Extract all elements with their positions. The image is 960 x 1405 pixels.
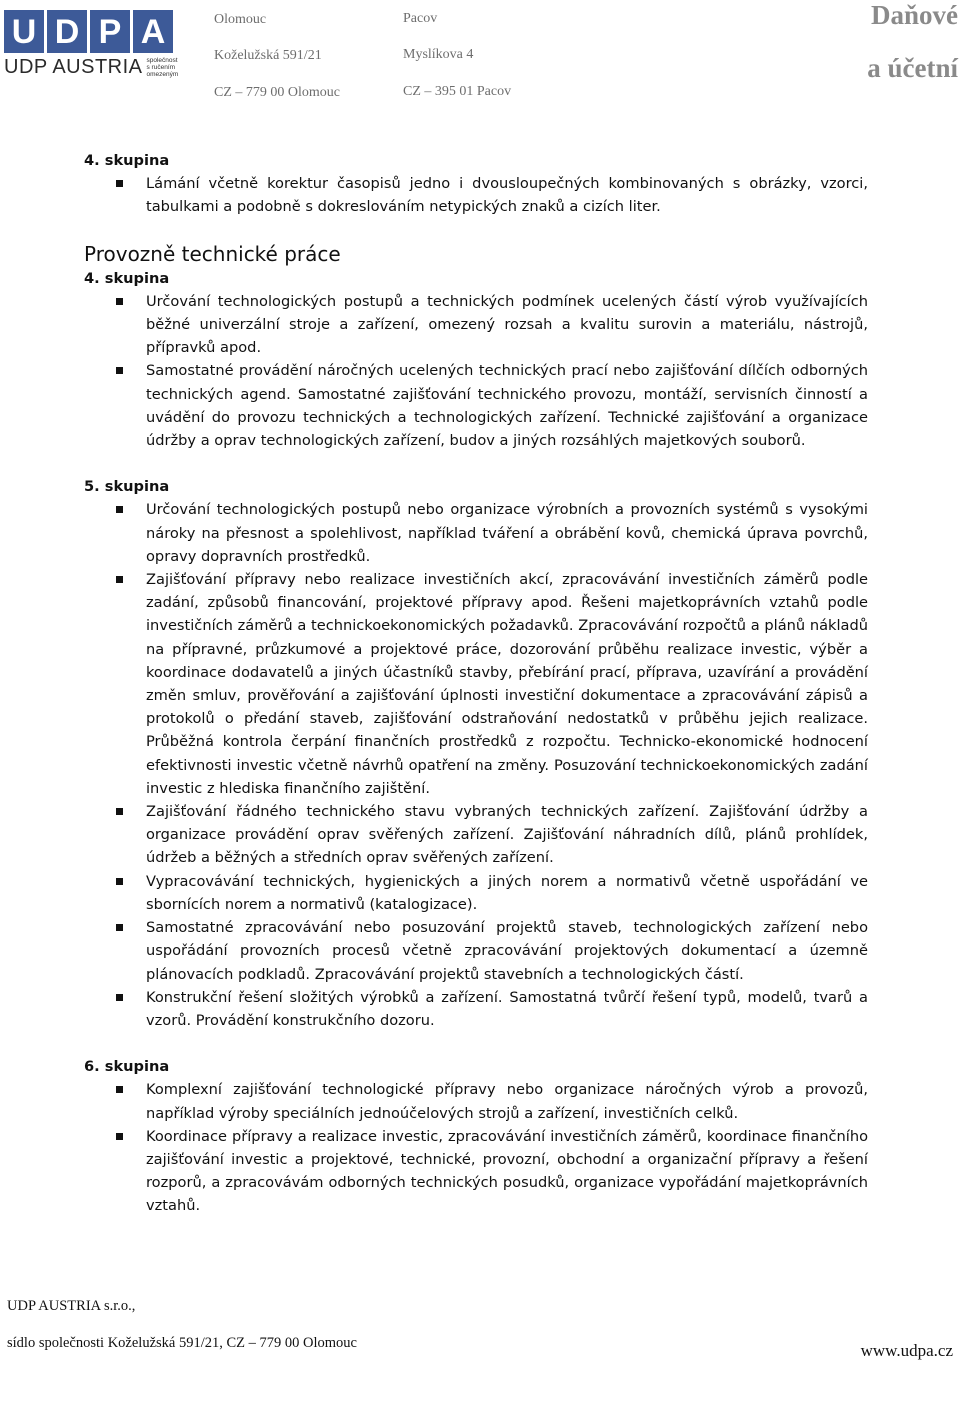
group-heading: 4. skupina xyxy=(84,152,170,169)
list-item xyxy=(84,290,868,360)
group-heading: 4. skupina xyxy=(84,269,170,287)
office1-street: Koželužská 591/21 xyxy=(214,48,322,63)
bullet-icon xyxy=(116,878,123,885)
list-item-text: Lámání včetně korektur časopisů jedno i dvousloupečných kombinovaných s obrázky, vzorci, tabulkami a podobně s dokreslováním netypických znaků a cizích liter. xyxy=(146,175,868,216)
list-item-text: Koordinace přípravy a realizace investic, zpracovávání investičních záměrů, koordinace finančního zajišťování investic a projektové, technické, provozní, obchodní a organizační přípravy a řešení rozporů, a zpracovávám odborných technických posudků, organizace vypořádání majetkoprávních vztahů. xyxy=(146,1127,868,1215)
list-item xyxy=(84,800,868,870)
office2-city: Pacov xyxy=(403,11,438,26)
logo-subtitle: společnost s ručením omezeným xyxy=(146,56,179,78)
list-item-text: Určování technologických postupů a technických podmínek ucelených částí výrob využívajících běžné univerzální stroje a zařízení, omezený rozsah a kvalitu surovin a materiálu, nástrojů, přípravků apod. xyxy=(146,292,868,357)
list-item-text: Samostatné zpracovávání nebo posuzování projektů staveb, technologických zařízení nebo uspořádání provozních procesů včetně zpracovávání projektových dokumentací a územně plánovacích podkladů. Zpracovávání projektů stavebních a technologických částí. xyxy=(146,919,868,983)
footer-website-link[interactable]: www.udpa.cz xyxy=(860,1341,953,1360)
bullet-icon xyxy=(116,924,123,931)
list-item xyxy=(84,986,868,1032)
document-body xyxy=(84,149,868,1218)
section-title: Provozně technické práce xyxy=(84,241,341,266)
office1-city: Olomouc xyxy=(214,12,267,27)
list-item-text: Samostatné provádění náročných ucelených technických prací nebo zajišťování dílčích odborných technických agend. Samostatné zajišťování technického provozu, montáží, servisních činností a uvádění do provozu technických a technologických zařízení. Technické zajišťování a organizace údržby a oprav technologických zařízení, budov a jiných rozsáhlých majetkových souborů. xyxy=(146,362,868,450)
group-heading: 5. skupina xyxy=(84,478,170,496)
footer-company: UDP AUSTRIA s.r.o., xyxy=(7,1298,136,1314)
bullet-list xyxy=(84,498,868,1032)
logo-letter: D xyxy=(47,10,87,53)
bullet-icon xyxy=(116,506,123,513)
office1-zip: CZ – 779 00 Olomouc xyxy=(214,85,340,100)
bullet-icon xyxy=(116,1133,123,1140)
logo-text-row xyxy=(4,56,179,78)
brand-line-1: Daňové xyxy=(871,0,958,30)
logo-letter: A xyxy=(133,10,173,53)
logo-letter: P xyxy=(90,10,130,53)
company-logo xyxy=(4,10,179,78)
bullet-icon xyxy=(116,808,123,815)
bullet-list xyxy=(84,172,868,218)
list-item-text: Určování technologických postupů nebo organizace výrobních a provozních systémů s vysokými nároky na přesnost a spolehlivost, například tváření a obrábění kovů, chemická úprava povrchů, opravy dopravních prostředků. xyxy=(146,501,868,565)
list-item xyxy=(84,870,868,916)
list-item-text: Vypracovávání technických, hygienických a jiných norem a normativů včetně uspořádání ve sbornících norem a normativů (katalogizace). xyxy=(146,872,868,913)
list-item xyxy=(84,1125,868,1218)
bullet-icon xyxy=(116,298,123,305)
office2-street: Myslíkova 4 xyxy=(403,47,474,62)
list-item-text: Zajišťování řádného technického stavu vybraných technických zařízení. Zajišťování údržby a organizace provádění oprav svěřených zařízení. Zajišťování náhradních dílů, plánů prohlídek, údržeb a běžných a středních oprav svěřených zařízení. xyxy=(146,803,868,867)
bullet-icon xyxy=(116,1086,123,1093)
bullet-list xyxy=(84,290,868,452)
bullet-icon xyxy=(116,367,123,374)
brand-line-2: a účetní xyxy=(867,53,958,83)
office2-zip: CZ – 395 01 Pacov xyxy=(403,84,512,99)
list-item xyxy=(84,916,868,986)
bullet-icon xyxy=(116,576,123,583)
logo-letter: U xyxy=(4,10,44,53)
list-item xyxy=(84,172,868,218)
bullet-icon xyxy=(116,994,123,1001)
list-item xyxy=(84,359,868,452)
list-item-text: Komplexní zajišťování technologické přípravy nebo organizace náročných výrob a provozů, například výroby speciálních jednoúčelových strojů a zařízení, investičních celků. xyxy=(146,1081,868,1122)
logo-letter-boxes xyxy=(4,10,176,53)
list-item xyxy=(84,1078,868,1124)
footer-seat: sídlo společnosti Koželužská 591/21, CZ – 779 00 Olomouc xyxy=(7,1335,357,1351)
logo-name: UDP AUSTRIA xyxy=(4,56,143,78)
bullet-icon xyxy=(116,180,123,187)
bullet-list xyxy=(84,1078,868,1217)
list-item xyxy=(84,498,868,568)
list-item-text: Konstrukční řešení složitých výrobků a zařízení. Samostatná tvůrčí řešení typů, modelů, tvarů a vzorů. Provádění konstrukčního dozoru. xyxy=(146,988,868,1029)
list-item xyxy=(84,568,868,800)
group-heading: 6. skupina xyxy=(84,1058,170,1076)
list-item-text: Zajišťování přípravy nebo realizace investičních akcí, zpracovávání investičních záměrů podle zadání, způsobů financování, projektové přípravy apod. Řešeni majetkoprávních vztahů podle investičních záměrů a technickoekonomických požadavků. Zpracovávání rozpočtů a plánů nákladů na přípravné, průzkumové a projektové práce, dozorování průběhu realizace investic, výběr a koordinace dodavatelů a jiných účastníků stavby, přebírání prací, příprava, uzavírání a provádění změn smluv, prověřování a zajišťování úplnosti investiční dokumentace a zpracovávání zápisů a protokolů o předání staveb, zajišťování odstraňování nedostatků v průběhu jejich realizace. Průběžná kontrola čerpání finančních prostředků z rozpočtu. Technicko-ekonomické hodnocení efektivnosti investic včetně návrhů opatření na změny. Posuzování technickoekonomických zadání investic z hlediska finančního zajištění. xyxy=(146,571,868,797)
